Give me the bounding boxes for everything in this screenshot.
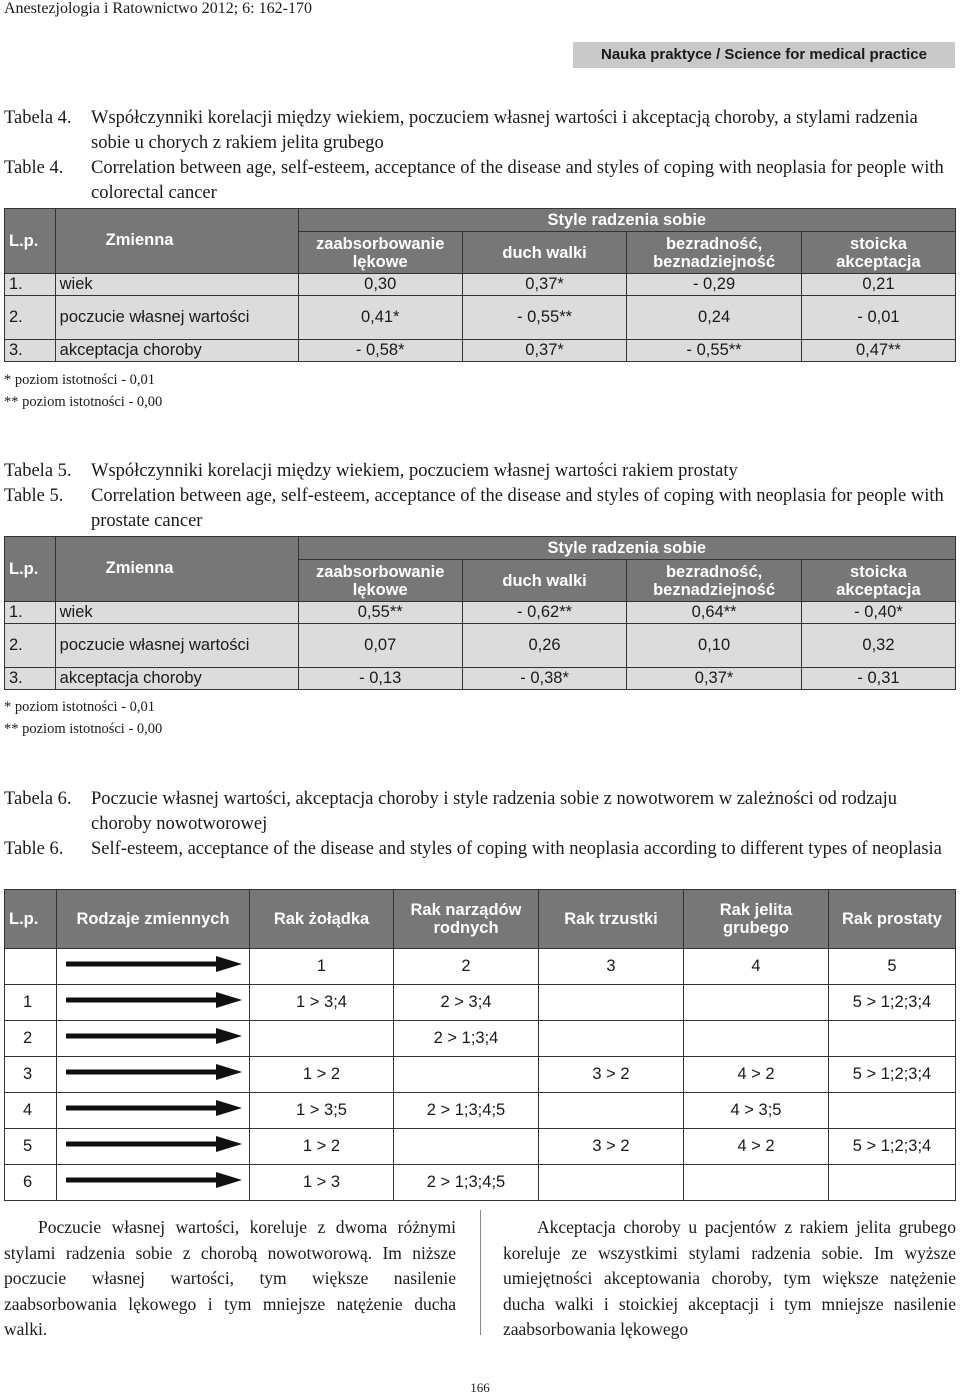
table5-notes xyxy=(4,696,162,740)
note: ** poziom istotności - 0,00 xyxy=(4,721,163,737)
header-col: stoicka akceptacja xyxy=(801,560,955,602)
table-row xyxy=(5,949,956,985)
header-col: Rak trzustki xyxy=(539,890,684,949)
arrow-cell xyxy=(57,1021,250,1057)
cell: 1 > 3;4 xyxy=(250,985,394,1021)
header-col: Rak narządów rodnych xyxy=(394,890,539,949)
cell xyxy=(394,1129,539,1165)
cell: 1 > 2 xyxy=(250,1129,394,1165)
table5 xyxy=(4,536,956,690)
header-col: bezradność, beznadziejność xyxy=(627,232,802,274)
caption-label: Tabela 5. xyxy=(4,461,72,481)
caption-text: Correlation between age, self-esteem, acceptance of the disease and styles of coping with neoplasia for people with colorectal cancer xyxy=(91,158,944,203)
cell: 0,41* xyxy=(298,296,462,340)
header-group: Style radzenia sobie xyxy=(298,537,955,560)
paragraph-text: Akceptacja choroby u pacjentów z rakiem jelita grubego koreluje ze wszystkimi stylami radzenia sobie. Im wyższe umiejętności akceptowania choroby, tym większe natężenie ducha walki i stoickiej akceptacji i tym mniejsze nasilenie zaabsorbowania lękowego xyxy=(503,1217,956,1339)
cell: 0,37* xyxy=(462,274,626,296)
section-banner: Nauka praktyce / Science for medical practice xyxy=(573,42,955,68)
table-row xyxy=(5,985,956,1021)
cell-lp: 3. xyxy=(5,340,56,362)
page-number: 166 xyxy=(470,1380,490,1395)
caption-text: Współczynniki korelacji między wiekiem, poczuciem własnej wartości i akceptacją choroby, a stylami radzenia sobie u chorych z rakiem jelita grubego xyxy=(91,108,918,153)
arrow-icon xyxy=(60,1057,246,1087)
table5-caption xyxy=(4,459,956,534)
arrow-cell xyxy=(57,1129,250,1165)
cell: 2 > 3;4 xyxy=(394,985,539,1021)
cell: 0,21 xyxy=(801,274,955,296)
cell: 5 > 1;2;3;4 xyxy=(829,1129,956,1165)
note: * poziom istotności - 0,01 xyxy=(4,372,156,388)
cell: 3 xyxy=(539,949,684,985)
caption-text: Poczucie własnej wartości, akceptacja choroby i style radzenia sobie z nowotworem w zależności od rodzaju choroby nowotworowej xyxy=(91,789,897,834)
cell: 2 > 1;3;4 xyxy=(394,1021,539,1057)
table4 xyxy=(4,208,956,362)
cell-lp: 3. xyxy=(5,668,56,690)
table4-caption xyxy=(4,106,956,206)
arrow-icon xyxy=(60,949,246,979)
cell: 1 > 3;5 xyxy=(250,1093,394,1129)
table-row xyxy=(5,1129,956,1165)
arrow-cell xyxy=(57,949,250,985)
cell-lp: 1 xyxy=(5,985,57,1021)
arrow-cell xyxy=(57,1093,250,1129)
note: ** poziom istotności - 0,00 xyxy=(4,394,163,410)
cell: - 0,40* xyxy=(801,602,955,624)
cell xyxy=(829,1093,956,1129)
cell xyxy=(539,1093,684,1129)
cell: - 0,01 xyxy=(801,296,955,340)
arrow-icon xyxy=(60,1093,246,1123)
cell-lp: 1. xyxy=(5,274,56,296)
cell xyxy=(829,1021,956,1057)
cell: 0,37* xyxy=(627,668,802,690)
header-col: duch walki xyxy=(462,232,626,274)
paragraph-text: Poczucie własnej wartości, koreluje z dwoma różnymi stylami radzenia sobie z chorobą nowotworową. Im niższe poczucie własnej wartości, tym większe nasilenie zaabsorbowania lękowego i tym mniejsze natężenie ducha walki. xyxy=(4,1217,456,1339)
cell: 5 > 1;2;3;4 xyxy=(829,1057,956,1093)
header-col: stoicka akceptacja xyxy=(801,232,955,274)
cell: 0,55** xyxy=(298,602,462,624)
cell: 4 xyxy=(684,949,829,985)
caption-text: Correlation between age, self-esteem, acceptance of the disease and styles of coping with neoplasia for people with prostate cancer xyxy=(91,486,944,531)
arrow-icon xyxy=(60,1129,246,1159)
body-right-paragraph xyxy=(503,1215,956,1343)
table6-caption xyxy=(4,787,956,862)
cell-var: wiek xyxy=(55,274,298,296)
cell-lp: 4 xyxy=(5,1093,57,1129)
header-variable: Zmienna xyxy=(55,537,298,602)
header-lp: L.p. xyxy=(5,537,56,602)
note: * poziom istotności - 0,01 xyxy=(4,699,156,715)
cell-lp: 2. xyxy=(5,624,56,668)
cell-var: poczucie własnej wartości xyxy=(55,624,298,668)
cell-lp: 3 xyxy=(5,1057,57,1093)
arrow-icon xyxy=(60,985,246,1015)
cell xyxy=(250,1021,394,1057)
cell-lp: 2. xyxy=(5,296,56,340)
arrow-cell xyxy=(57,985,250,1021)
cell: 5 > 1;2;3;4 xyxy=(829,985,956,1021)
caption-label: Table 6. xyxy=(4,839,64,859)
caption-label: Table 5. xyxy=(4,486,64,506)
table4-notes xyxy=(4,369,162,413)
cell: - 0,55** xyxy=(627,340,802,362)
caption-label: Tabela 4. xyxy=(4,108,72,128)
cell: 1 > 3 xyxy=(250,1165,394,1201)
caption-text: Współczynniki korelacji między wiekiem, poczuciem własnej wartości rakiem prostaty xyxy=(91,461,738,481)
cell: 1 xyxy=(250,949,394,985)
header-lp: L.p. xyxy=(5,209,56,274)
cell: 2 > 1;3;4;5 xyxy=(394,1165,539,1201)
cell: 2 > 1;3;4;5 xyxy=(394,1093,539,1129)
table-row xyxy=(5,1057,956,1093)
cell xyxy=(684,1165,829,1201)
cell xyxy=(539,1021,684,1057)
cell: 3 > 2 xyxy=(539,1129,684,1165)
cell xyxy=(539,985,684,1021)
header-col: bezradność, beznadziejność xyxy=(627,560,802,602)
cell-lp: 2 xyxy=(5,1021,57,1057)
arrow-icon xyxy=(60,1021,246,1051)
body-left-paragraph xyxy=(4,1215,456,1343)
cell: 3 > 2 xyxy=(539,1057,684,1093)
cell xyxy=(539,1165,684,1201)
cell-lp xyxy=(5,949,57,985)
cell: 1 > 2 xyxy=(250,1057,394,1093)
cell: - 0,62** xyxy=(462,602,626,624)
cell: 5 xyxy=(829,949,956,985)
table-row xyxy=(5,1021,956,1057)
header-group: Style radzenia sobie xyxy=(298,209,955,232)
cell: 0,07 xyxy=(298,624,462,668)
cell: - 0,31 xyxy=(801,668,955,690)
cell: 0,26 xyxy=(462,624,626,668)
cell: - 0,38* xyxy=(462,668,626,690)
cell: - 0,13 xyxy=(298,668,462,690)
cell: 2 xyxy=(394,949,539,985)
journal-citation: Anestezjologia i Ratownictwo 2012; 6: 162-170 xyxy=(4,0,312,17)
caption-text: Self-esteem, acceptance of the disease and styles of coping with neoplasia according to different types of neoplasia xyxy=(91,839,942,859)
cell-lp: 5 xyxy=(5,1129,57,1165)
cell: 4 > 2 xyxy=(684,1057,829,1093)
cell-lp: 6 xyxy=(5,1165,57,1201)
cell xyxy=(394,1057,539,1093)
cell-var: wiek xyxy=(55,602,298,624)
cell: 0,24 xyxy=(627,296,802,340)
cell-var: poczucie własnej wartości xyxy=(55,296,298,340)
cell: 0,47** xyxy=(801,340,955,362)
caption-label: Table 4. xyxy=(4,158,64,178)
header-col: zaabsorbowanie lękowe xyxy=(298,560,462,602)
cell: 0,64** xyxy=(627,602,802,624)
cell: - 0,58* xyxy=(298,340,462,362)
table-row xyxy=(5,1165,956,1201)
cell xyxy=(684,985,829,1021)
cell xyxy=(829,1165,956,1201)
header-variable: Rodzaje zmiennych xyxy=(57,890,250,949)
header-col: Rak żołądka xyxy=(250,890,394,949)
arrow-cell xyxy=(57,1165,250,1201)
header-lp: L.p. xyxy=(5,890,57,949)
cell xyxy=(684,1021,829,1057)
cell: 0,32 xyxy=(801,624,955,668)
cell: - 0,29 xyxy=(627,274,802,296)
cell: 4 > 2 xyxy=(684,1129,829,1165)
header-col: Rak prostaty xyxy=(829,890,956,949)
header-col: Rak jelita grubego xyxy=(684,890,829,949)
table6 xyxy=(4,889,956,1201)
cell: 0,30 xyxy=(298,274,462,296)
header-col: zaabsorbowanie lękowe xyxy=(298,232,462,274)
cell: 4 > 3;5 xyxy=(684,1093,829,1129)
column-divider xyxy=(480,1210,481,1335)
cell-var: akceptacja choroby xyxy=(55,340,298,362)
cell-lp: 1. xyxy=(5,602,56,624)
cell: 0,37* xyxy=(462,340,626,362)
caption-label: Tabela 6. xyxy=(4,789,72,809)
arrow-icon xyxy=(60,1165,246,1195)
cell: 0,10 xyxy=(627,624,802,668)
cell: - 0,55** xyxy=(462,296,626,340)
header-col: duch walki xyxy=(462,560,626,602)
header-variable: Zmienna xyxy=(55,209,298,274)
arrow-cell xyxy=(57,1057,250,1093)
cell-var: akceptacja choroby xyxy=(55,668,298,690)
table-row xyxy=(5,1093,956,1129)
